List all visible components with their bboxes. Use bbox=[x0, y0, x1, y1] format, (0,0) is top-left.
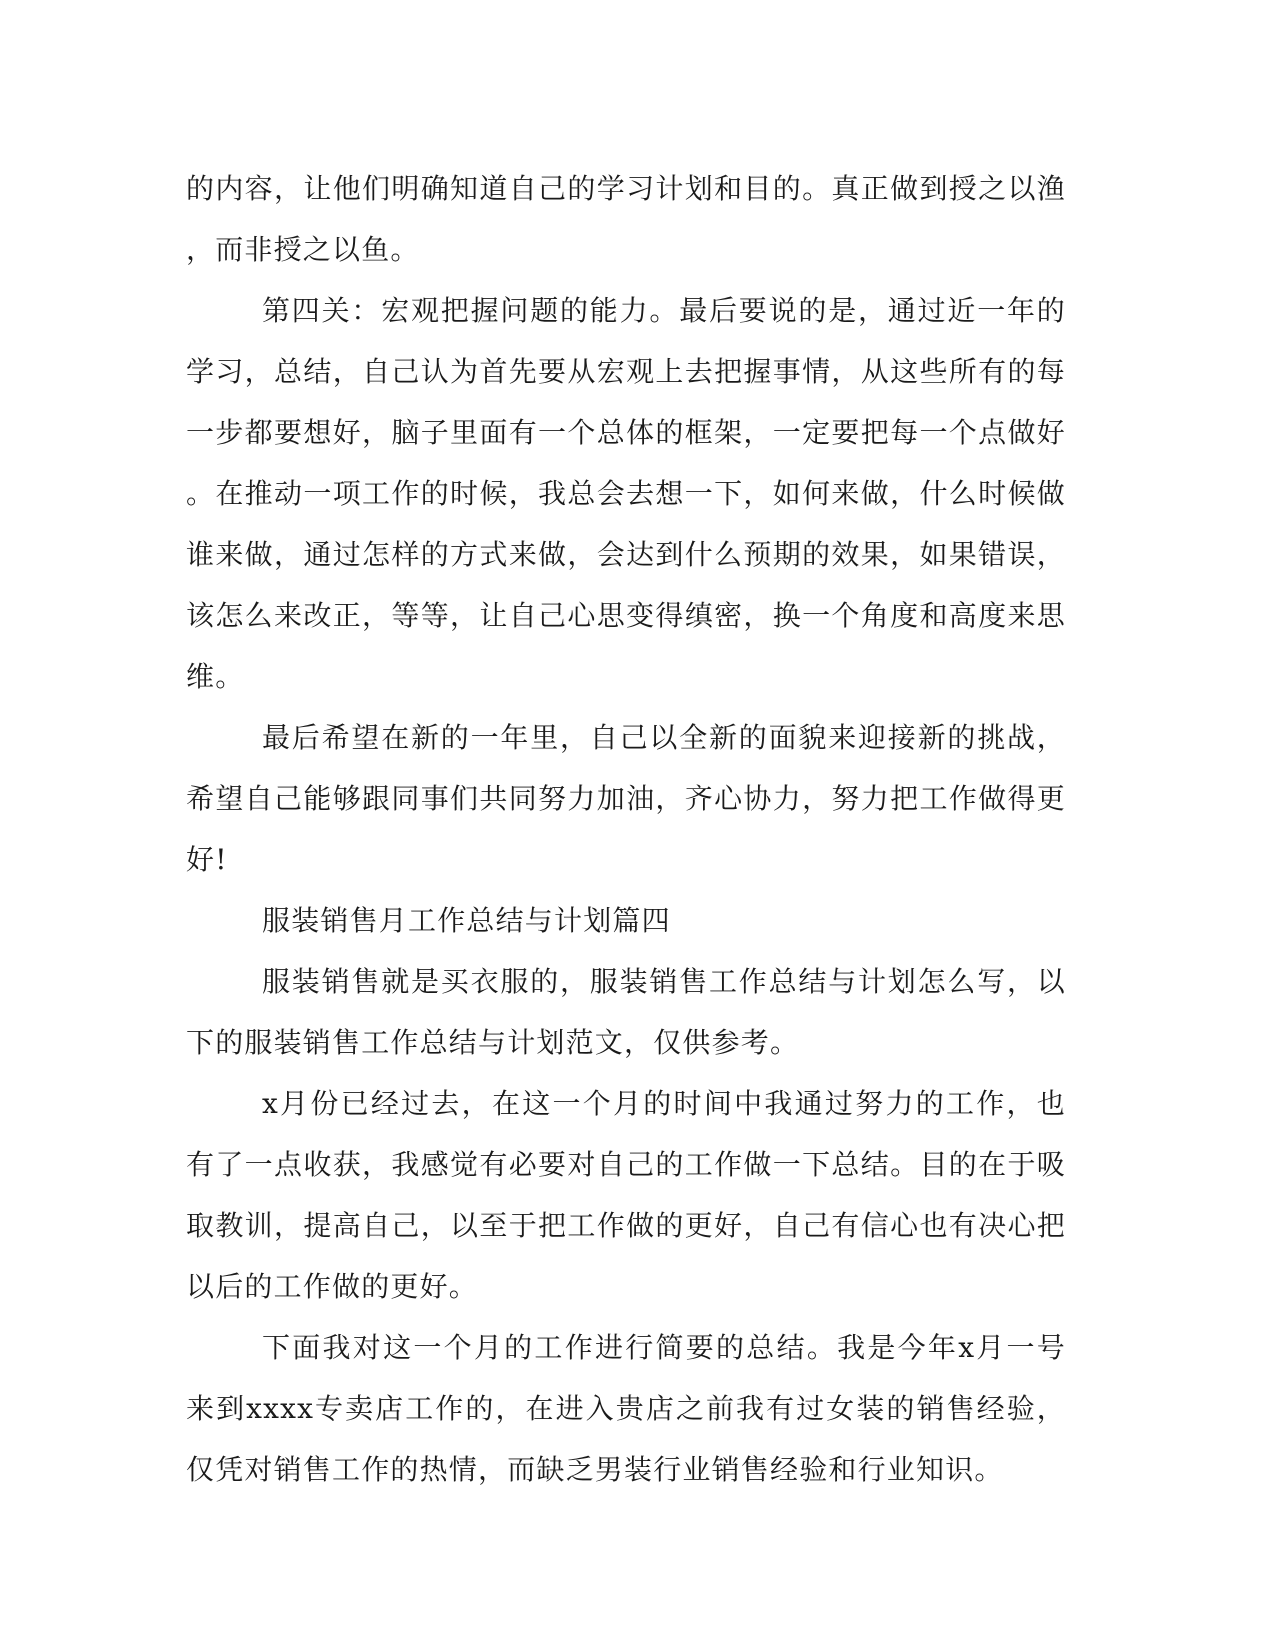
paragraph-fourth-level: 第四关：宏观把握问题的能力。最后要说的是，通过近一年的学习，总结，自己认为首先要从宏观上去把握事情，从这些所有的每一步都要想好，脑子里面有一个总体的框架，一定要把每一个点做好。在推动一项工作的时候，我总会去想一下，如何来做，什么时候做谁来做，通过怎样的方式来做，会达到什么预期的效果，如果错误，该怎么来改正，等等，让自己心思变得缜密，换一个角度和高度来思维。 bbox=[186, 294, 1066, 693]
paragraph-closing-wish: 最后希望在新的一年里，自己以全新的面貌来迎接新的挑战，希望自己能够跟同事们共同努力加油，齐心协力，努力把工作做得更好! bbox=[186, 721, 1066, 876]
section-heading: 服装销售月工作总结与计划篇四 bbox=[262, 904, 671, 937]
paragraph-work-summary: 下面我对这一个月的工作进行简要的总结。我是今年x月一号来到xxxx专卖店工作的，在进入贵店之前我有过女装的销售经验，仅凭对销售工作的热情，而缺乏男装行业销售经验和行业知识。 bbox=[186, 1331, 1066, 1486]
paragraph-month-summary: x月份已经过去，在这一个月的时间中我通过努力的工作，也有了一点收获，我感觉有必要对自己的工作做一下总结。目的在于吸取教训，提高自己，以至于把工作做的更好，自己有信心也有决心把以后的工作做的更好。 bbox=[186, 1087, 1066, 1303]
paragraph-continuation: 的内容，让他们明确知道自己的学习计划和目的。真正做到授之以渔，而非授之以鱼。 bbox=[186, 172, 1066, 266]
document-body bbox=[186, 158, 1066, 1500]
paragraph-intro: 服装销售就是买衣服的，服装销售工作总结与计划怎么写，以下的服装销售工作总结与计划范文，仅供参考。 bbox=[186, 965, 1066, 1059]
